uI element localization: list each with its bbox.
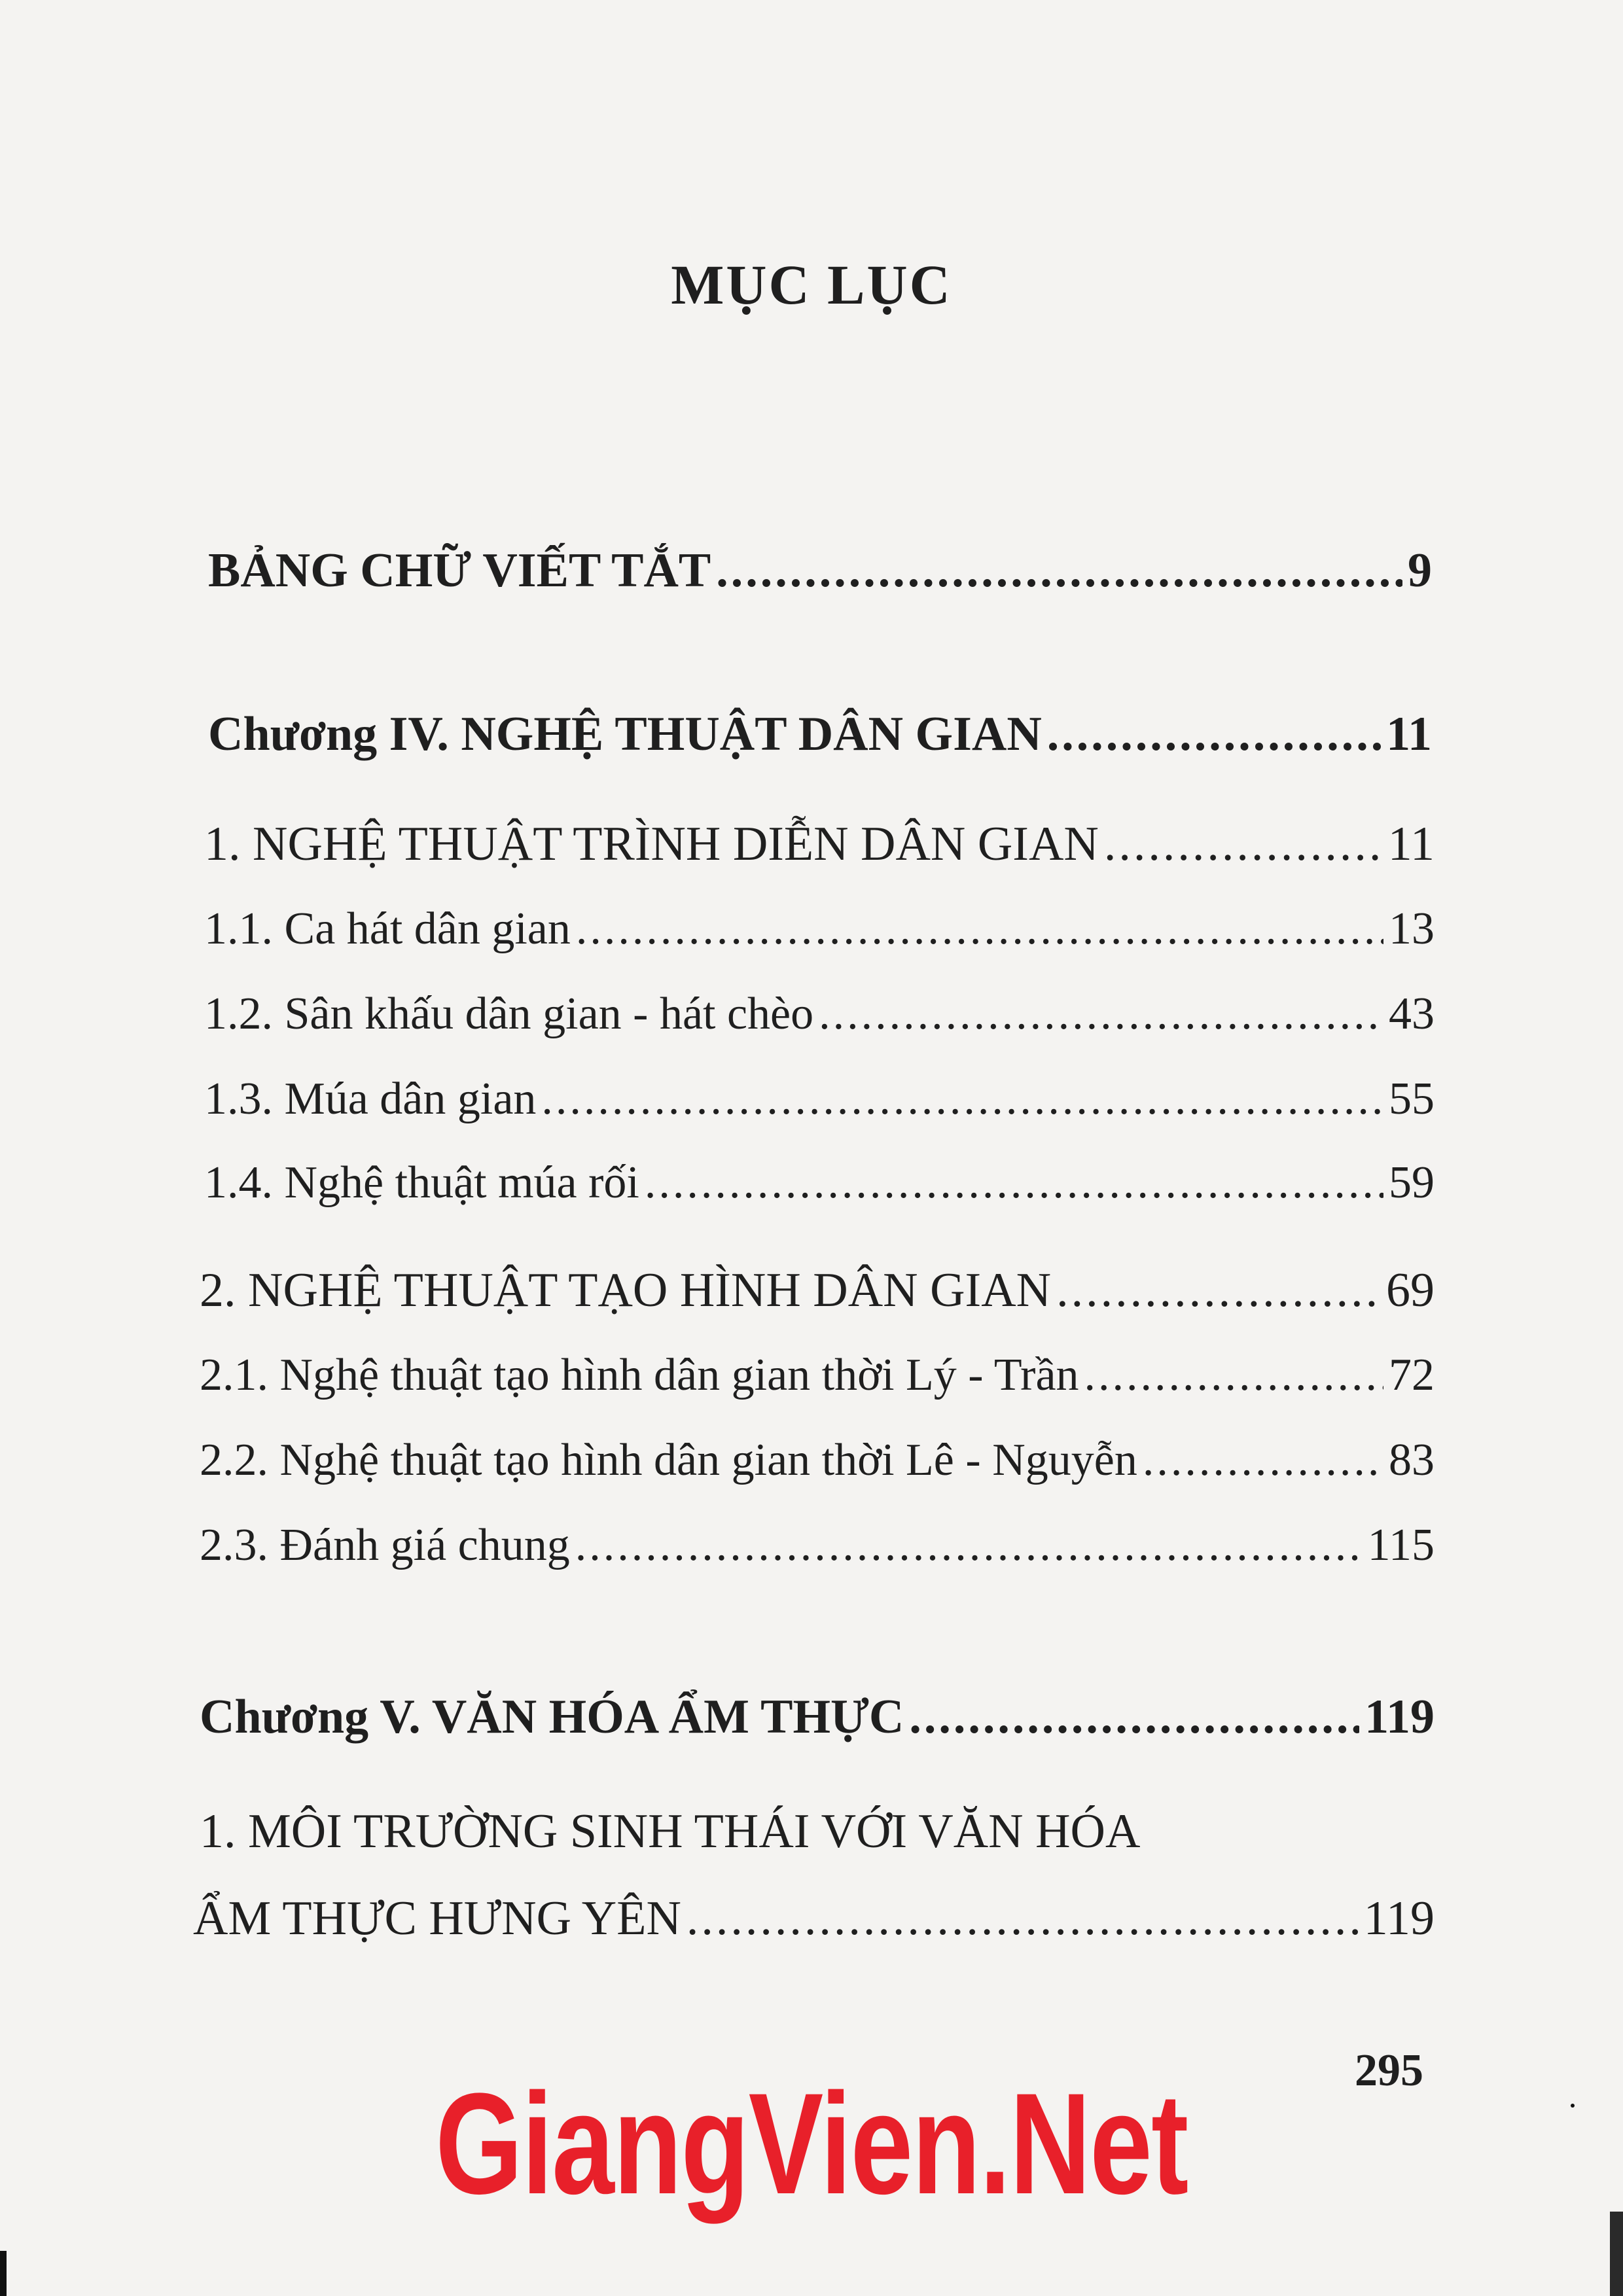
dot-leader — [1104, 817, 1383, 872]
toc-entry-page: 83 — [1389, 1435, 1435, 1485]
dot-leader — [716, 543, 1402, 599]
toc-entry-1-4[interactable] — [204, 1157, 1435, 1209]
toc-entry-label-line1: 1. MÔI TRƯỜNG SINH THÁI VỚI VĂN HÓA — [200, 1805, 1141, 1858]
toc-entry-chapter-4[interactable] — [208, 707, 1432, 762]
dot-leader — [1084, 1349, 1383, 1402]
toc-entry-page: 59 — [1389, 1157, 1435, 1208]
toc-entry-page: 55 — [1389, 1074, 1435, 1124]
dot-leader — [1047, 707, 1381, 762]
toc-entry-1-2[interactable] — [204, 988, 1435, 1040]
dot-leader — [687, 1891, 1359, 1947]
toc-entry-1-1[interactable] — [204, 903, 1435, 955]
toc-entry-page: 11 — [1387, 817, 1435, 871]
toc-entry-page: 43 — [1389, 989, 1435, 1039]
toc-entry-page: 9 — [1408, 544, 1432, 597]
dot-leader — [1056, 1263, 1381, 1318]
toc-entry-2-3[interactable] — [200, 1519, 1435, 1572]
toc-entry-page: 11 — [1386, 707, 1432, 761]
toc-entry-label: Chương IV. NGHỆ THUẬT DÂN GIAN — [208, 707, 1042, 761]
toc-entry-page: 119 — [1363, 1892, 1435, 1945]
scan-edge-mark — [1571, 2104, 1575, 2108]
toc-entry-label: 2.1. Nghệ thuật tạo hình dân gian thời Lý - Trần — [200, 1350, 1079, 1400]
dot-leader — [541, 1073, 1383, 1125]
toc-entry-chapter-5[interactable] — [200, 1689, 1435, 1745]
watermark: GiangVien.Net — [435, 2063, 1188, 2224]
dot-leader — [819, 988, 1383, 1040]
toc-entry-label: 1.2. Sân khấu dân gian - hát chèo — [204, 989, 814, 1039]
toc-entry-section-2[interactable] — [200, 1263, 1435, 1318]
dot-leader — [1143, 1434, 1383, 1487]
scan-edge-mark — [0, 2251, 7, 2296]
dot-leader — [645, 1157, 1383, 1209]
toc-entry-label-line2: ẨM THỰC HƯNG YÊN — [193, 1892, 681, 1945]
toc-entry-label: BẢNG CHỮ VIẾT TẮT — [208, 544, 711, 597]
toc-entry-label: 1.1. Ca hát dân gian — [204, 904, 571, 954]
page-title: MỤC LỤC — [671, 253, 952, 316]
scan-edge-mark — [1610, 2212, 1623, 2296]
toc-entry-1-3[interactable] — [204, 1073, 1435, 1125]
dot-leader — [575, 1519, 1363, 1572]
toc-entry-page: 13 — [1389, 904, 1435, 954]
toc-entry-section-1[interactable] — [204, 817, 1435, 872]
toc-entry-2-1[interactable] — [200, 1349, 1435, 1402]
toc-entry-label: 1.4. Nghệ thuật múa rối — [204, 1157, 639, 1208]
toc-entry-label: 1. NGHỆ THUẬT TRÌNH DIỄN DÂN GIAN — [204, 817, 1099, 871]
toc-entry-label: 1.3. Múa dân gian — [204, 1074, 537, 1124]
toc-entry-label: 2.2. Nghệ thuật tạo hình dân gian thời Lê - Nguyễn — [200, 1435, 1137, 1485]
toc-entry-ecology[interactable] — [193, 1891, 1435, 1947]
dot-leader — [576, 903, 1383, 955]
toc-entry-label: 2.3. Đánh giá chung — [200, 1520, 570, 1570]
toc-entry-label: 2. NGHỆ THUẬT TẠO HÌNH DÂN GIAN — [200, 1263, 1052, 1317]
toc-entry-page: 72 — [1389, 1350, 1435, 1400]
toc-entry-2-2[interactable] — [200, 1434, 1435, 1487]
toc-entry-label: Chương V. VĂN HÓA ẨM THỰC — [200, 1690, 904, 1744]
toc-entry-page: 115 — [1367, 1520, 1435, 1570]
toc-entry-abbreviations[interactable] — [208, 543, 1432, 599]
page-number: 295 — [1355, 2045, 1423, 2096]
toc-entry-page: 69 — [1386, 1263, 1435, 1317]
toc-entry-page: 119 — [1364, 1690, 1435, 1744]
dot-leader — [909, 1689, 1359, 1745]
